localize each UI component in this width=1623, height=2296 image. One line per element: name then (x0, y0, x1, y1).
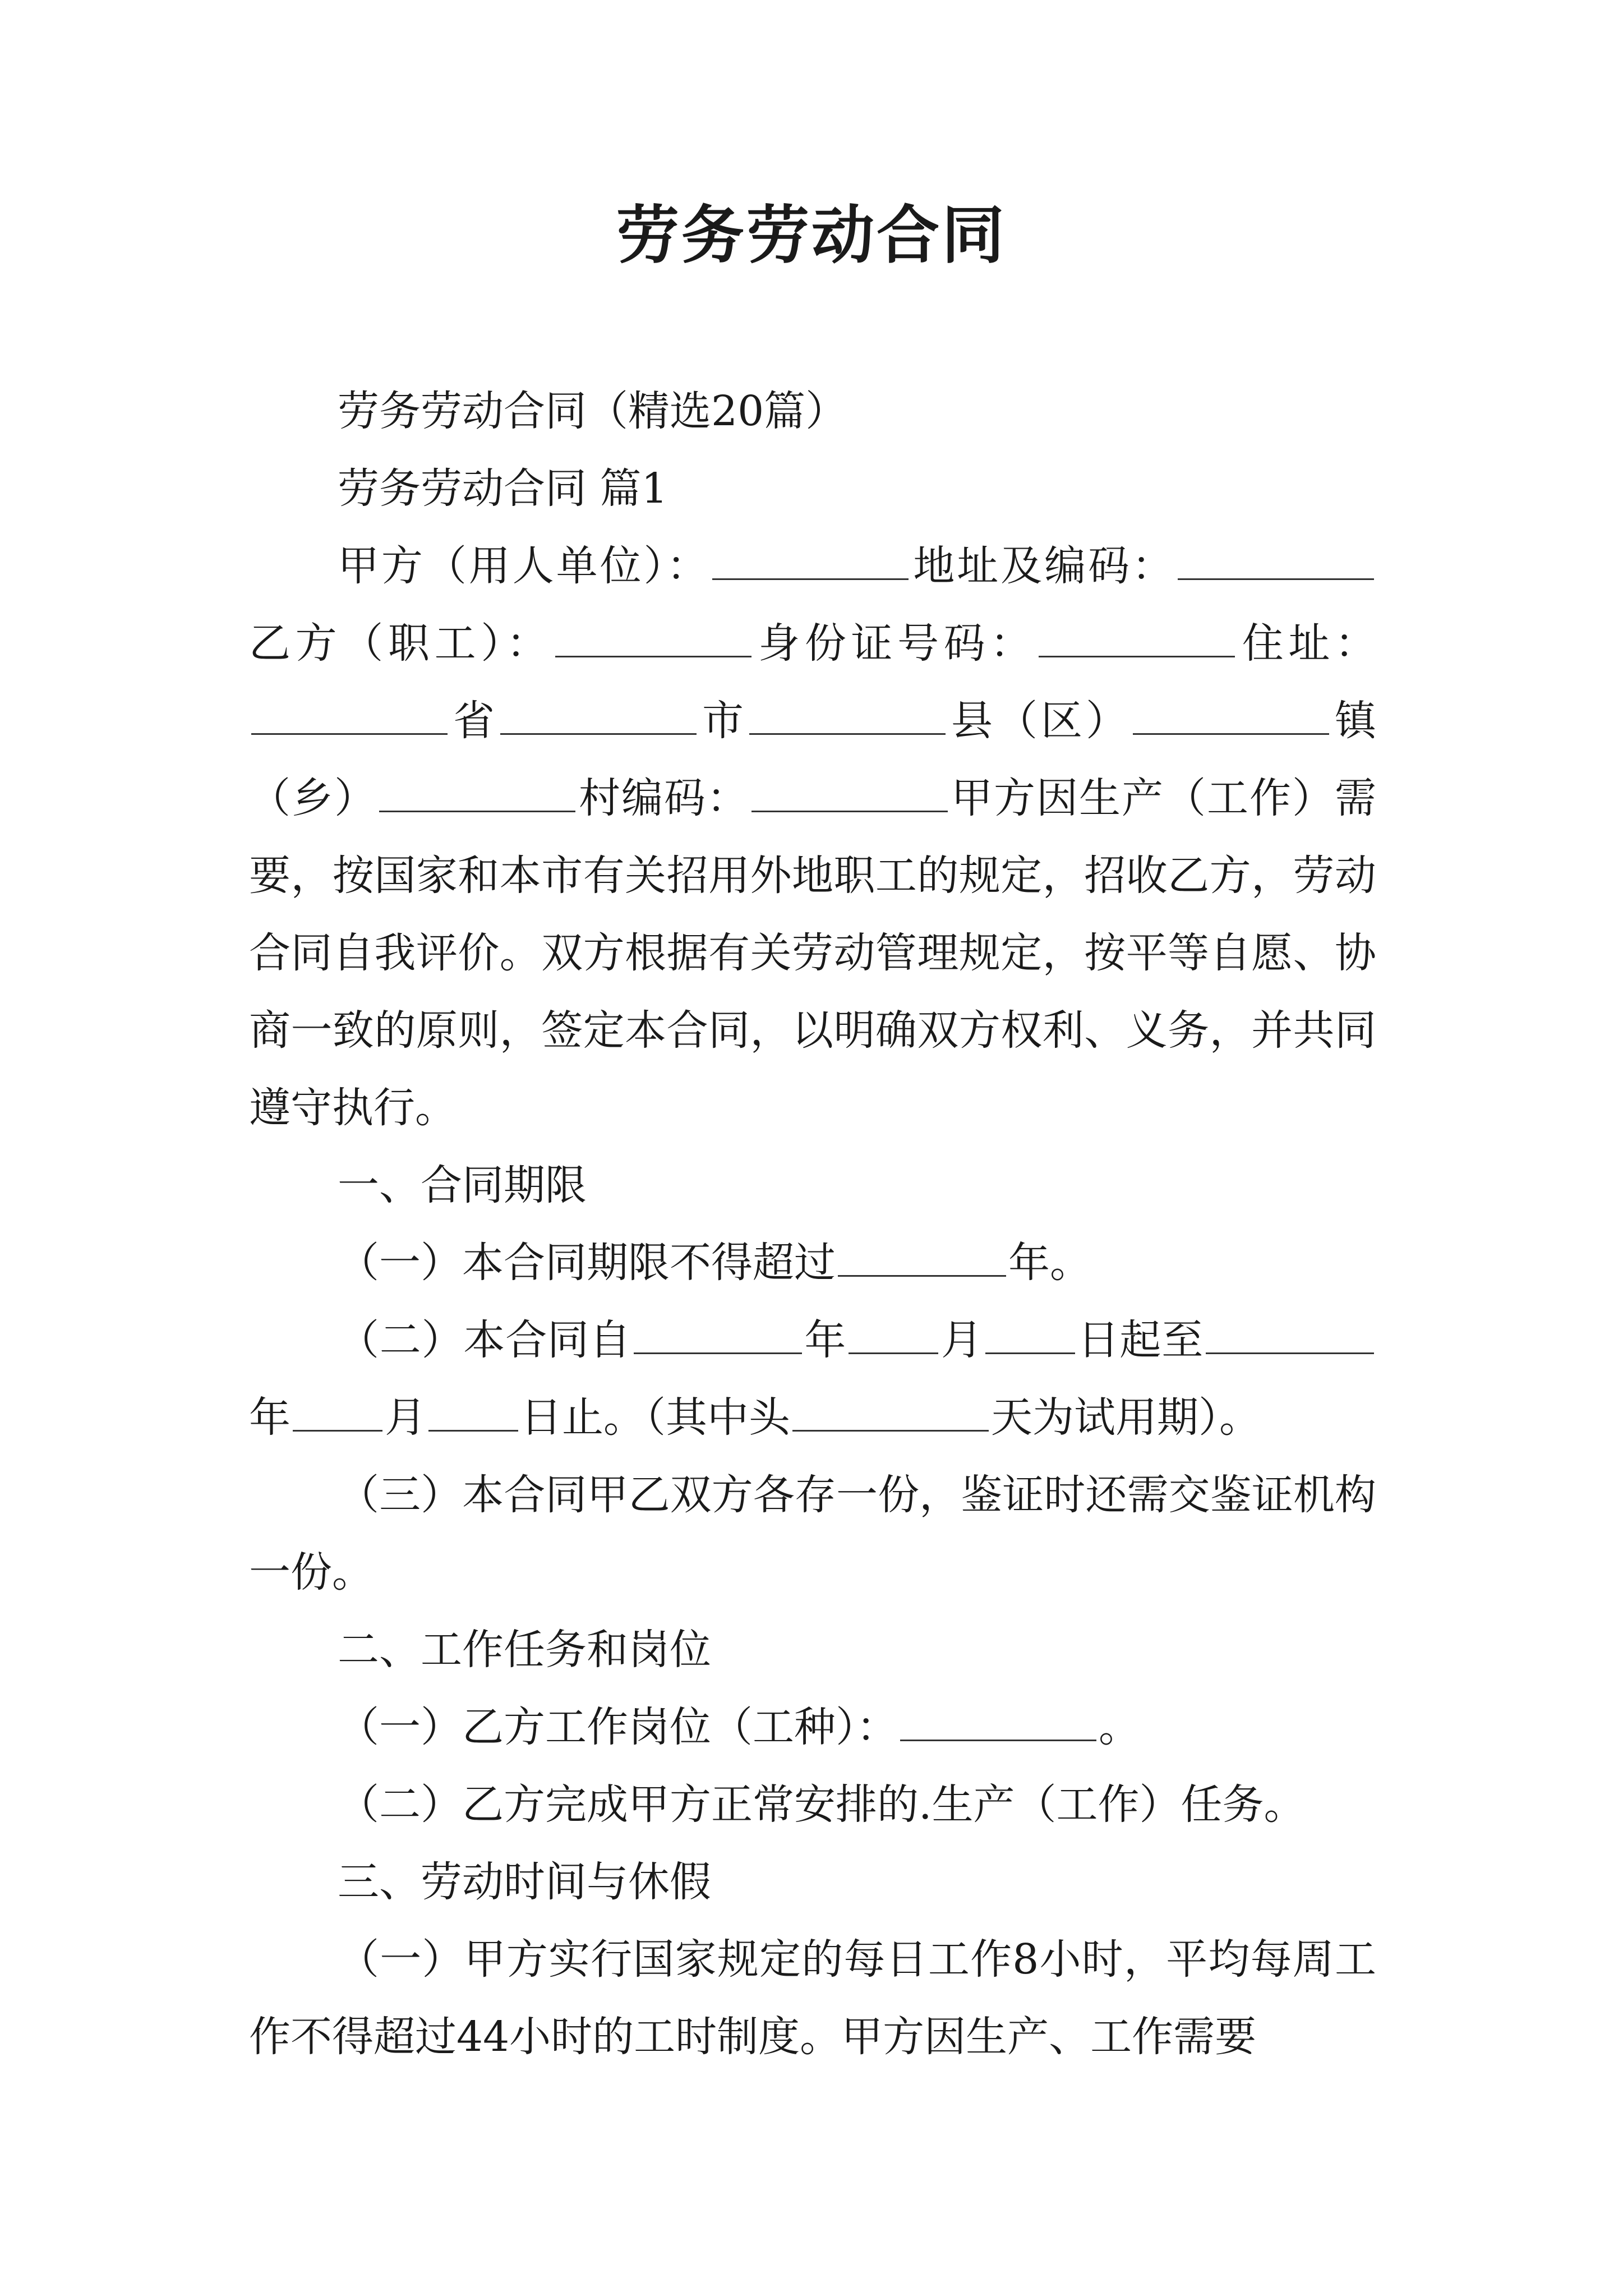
section2-item1-text: （一）乙方工作岗位（工种）： (338, 1703, 898, 1751)
end-day-blank (428, 1429, 518, 1432)
village-label: 村编码： (578, 774, 749, 822)
residence-label: 住址： (1237, 619, 1377, 668)
section3-item1: （一）甲方实行国家规定的每日工作8小时，平均每周工作不得超过44小时的工时制度。甲方因生产、工作需要 (249, 1935, 1376, 2061)
month-label: 月 (385, 1393, 426, 1442)
section1-heading: 一、合同期限 (338, 1161, 587, 1209)
town-blank (1133, 733, 1329, 735)
section1-item2-to: 日起至 (1077, 1316, 1204, 1364)
year-label: 年 (804, 1316, 847, 1364)
party-a-blank (712, 578, 909, 580)
document-title: 劳务劳动合同 (616, 199, 1007, 272)
section1-item1 (249, 1224, 1376, 1301)
section1-item1-suffix: 年。 (1008, 1239, 1091, 1287)
village-code-blank (751, 810, 948, 812)
term-years-blank (838, 1274, 1006, 1277)
province-blank (251, 733, 448, 735)
section2-item1-suffix: 。 (1099, 1703, 1140, 1751)
city-label: 市 (699, 697, 747, 745)
section1-item2-probation: 天为试用期）。 (991, 1393, 1261, 1442)
party-b-label: 乙方（职工）： (249, 619, 553, 668)
start-day-blank (985, 1352, 1075, 1354)
section1-item2-end: 日止。（其中头 (520, 1393, 790, 1442)
article-heading: 劳务劳动合同 篇1 (338, 464, 668, 513)
probation-days-blank (792, 1429, 989, 1432)
county-blank (749, 733, 946, 735)
job-position-blank (900, 1739, 1096, 1741)
start-year-blank (634, 1352, 802, 1354)
village-blank (379, 810, 575, 812)
section2-heading: 二、工作任务和岗位 (338, 1626, 711, 1674)
intro-text: 甲方因生产（工作）需要，按国家和本市有关招用外地职工的规定，招收乙方，劳动合同自我评价。双方根据有关劳动管理规定，按平等自愿、协商一致的原则，签定本合同，以明确双方权利、义务，并共同遵守执行。 (249, 774, 1376, 1132)
address-label: 地址及编码： (911, 542, 1175, 590)
city-blank (500, 733, 697, 735)
year-label: 年 (249, 1393, 291, 1442)
town-label: 镇（乡） (249, 697, 1376, 822)
section2-item1 (249, 1688, 1376, 1766)
section1-item2 (249, 1301, 1376, 1456)
party-a-label: 甲方（用人单位）： (338, 542, 711, 590)
section2-item2: （二）乙方完成甲方正常安排的.生产（工作）任务。 (338, 1780, 1306, 1829)
intro-paragraph (249, 527, 1376, 1147)
id-number-blank (1039, 655, 1235, 657)
party-b-blank (555, 655, 751, 657)
start-month-blank (849, 1352, 938, 1354)
end-month-blank (293, 1429, 382, 1432)
document-subtitle: 劳务劳动合同（精选20篇） (338, 387, 847, 435)
address-blank (1178, 578, 1374, 580)
month-label: 月 (940, 1316, 983, 1364)
section1-item3: （三）本合同甲乙双方各存一份，鉴证时还需交鉴证机构一份。 (249, 1471, 1376, 1596)
province-label: 省 (450, 697, 498, 745)
document-body (249, 372, 1376, 2076)
county-label: 县（区） (948, 697, 1131, 745)
end-year-blank (1206, 1352, 1374, 1354)
section1-item2-text: （二）本合同自 (338, 1316, 631, 1364)
section1-item1-text: （一）本合同期限不得超过 (338, 1239, 836, 1287)
section3-heading: 三、劳动时间与休假 (338, 1858, 711, 1906)
id-number-label: 身份证号码： (753, 619, 1037, 668)
